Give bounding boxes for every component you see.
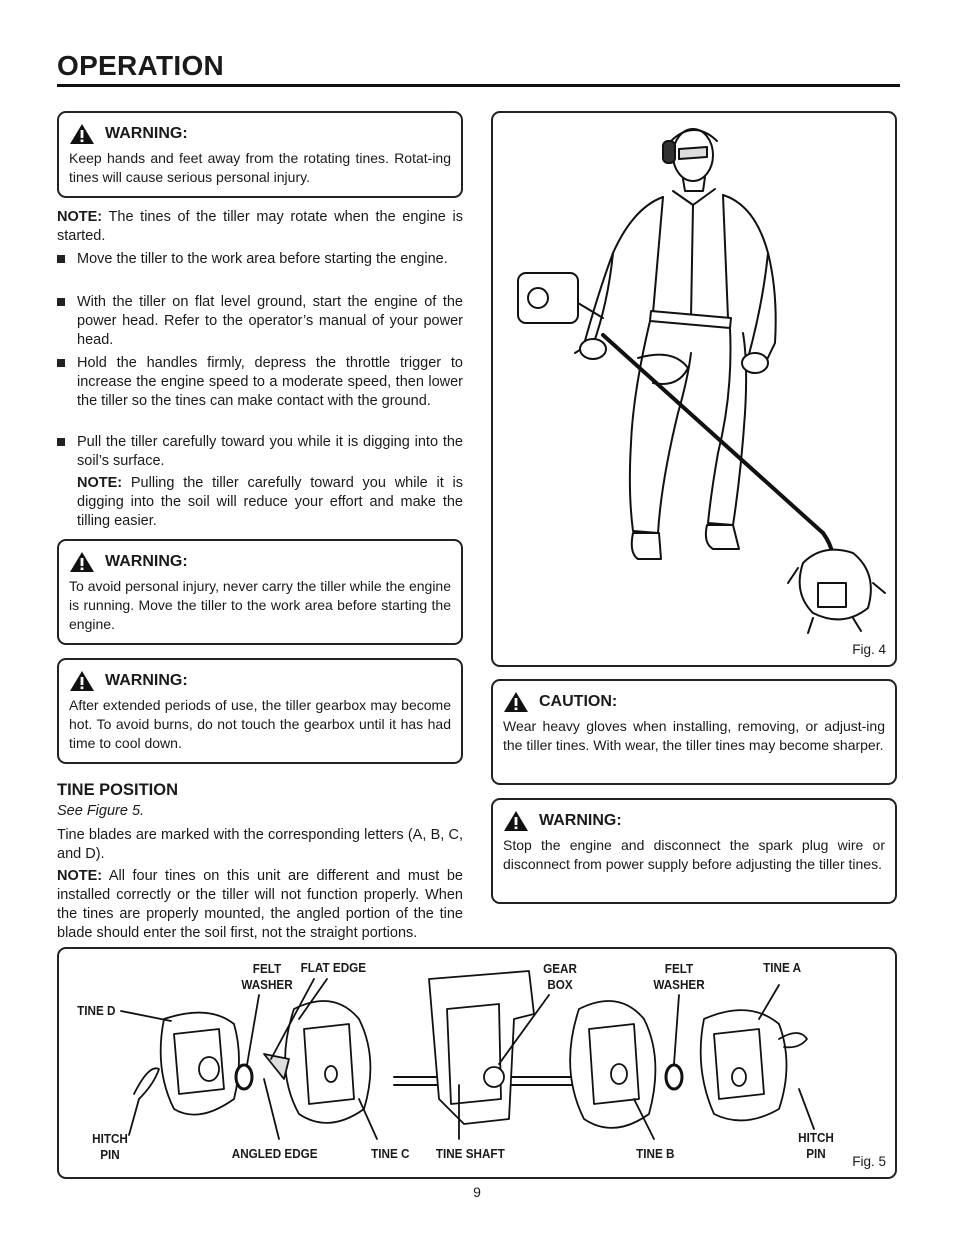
label-gear-box: GEAR BOX bbox=[543, 961, 577, 992]
warning-body: Keep hands and feet away from the rotating tines. Rotat-ing tines will cause serious personal injury. bbox=[69, 150, 451, 185]
warning-triangle-icon bbox=[503, 810, 529, 832]
warning-body: To avoid personal injury, never carry the tiller while the engine is running. Move the tiller to the work area before starting the engine. bbox=[69, 578, 451, 632]
note-paragraph: NOTE: All four tines on this unit are different and must be installed correctly or the tiller will not function properly. When the tines are properly mounted, the angled portion of the tine blade should enter the soil first, not the straight portions. bbox=[57, 868, 463, 941]
figure-4-frame bbox=[491, 111, 897, 667]
label-felt-washer: FELT WASHER bbox=[241, 961, 293, 992]
label-tine-a: TINE A bbox=[763, 960, 802, 975]
page-number: 9 bbox=[473, 1184, 481, 1200]
warning-heading: WARNING: bbox=[105, 553, 188, 570]
label-angled-edge: ANGLED EDGE bbox=[231, 1146, 318, 1161]
figure-caption: Fig. 5 bbox=[852, 1154, 886, 1169]
warning-triangle-icon bbox=[69, 123, 95, 145]
list-item: Pull the tiller carefully toward you while it is digging into the soil’s surface. bbox=[57, 433, 463, 471]
warning-heading: WARNING: bbox=[105, 125, 188, 142]
list-item: With the tiller on flat level ground, start the engine of the power head. Refer to the operator’s manual of your power head. bbox=[57, 293, 463, 350]
warning-heading: WARNING: bbox=[539, 812, 622, 829]
title-rule bbox=[57, 84, 900, 87]
warning-box-spark-plug bbox=[491, 798, 897, 904]
warning-body: After extended periods of use, the tiller gearbox may become hot. To avoid burns, do not touch the gearbox until it has had time to cool down. bbox=[69, 697, 451, 751]
operator-with-tiller-illustration bbox=[493, 113, 894, 664]
figure-caption: Fig. 4 bbox=[852, 642, 886, 657]
tine-assembly-illustration bbox=[59, 949, 894, 1176]
bullet-square-icon bbox=[57, 438, 65, 446]
label-felt-washer: FELT WASHER bbox=[653, 961, 705, 992]
label-hitch-pin: HITCH PIN bbox=[92, 1131, 128, 1162]
label-tine-d: TINE D bbox=[77, 1003, 116, 1018]
page-title: OPERATION bbox=[57, 50, 225, 81]
warning-box-gearbox-hot bbox=[57, 658, 463, 764]
bullet-square-icon bbox=[57, 359, 65, 367]
list-item: Move the tiller to the work area before starting the engine. bbox=[57, 250, 463, 269]
note-label: NOTE: bbox=[57, 209, 103, 225]
figure-5-frame bbox=[57, 947, 897, 1179]
note-paragraph: NOTE: Pulling the tiller carefully toward you while it is digging into the soil will reduce your effort and make the tilling easier. bbox=[77, 475, 464, 529]
bullet-square-icon bbox=[57, 298, 65, 306]
warning-heading: WARNING: bbox=[105, 672, 188, 689]
tine-paragraph: Tine blades are marked with the corresponding letters (A, B, C, and D). bbox=[57, 827, 463, 862]
caution-box-gloves bbox=[491, 679, 897, 785]
warning-box-carry bbox=[57, 539, 463, 645]
list-item: Hold the handles firmly, depress the throttle trigger to increase the engine speed to a moderate speed, then lower the tiller so the tines can make contact with the ground. bbox=[57, 354, 463, 411]
section-heading: TINE POSITION bbox=[57, 781, 179, 799]
label-hitch-pin: HITCH PIN bbox=[798, 1130, 834, 1161]
caution-body: Wear heavy gloves when installing, removing, or adjust-ing the tiller tines. With wear, the tiller tines may become sharper. bbox=[503, 718, 885, 753]
see-figure-reference: See Figure 5. bbox=[57, 803, 145, 819]
bullet-square-icon bbox=[57, 255, 65, 263]
warning-box-rotating-tines bbox=[57, 111, 463, 198]
warning-triangle-icon bbox=[69, 551, 95, 573]
caution-heading: CAUTION: bbox=[539, 693, 618, 710]
note-text: The tines of the tiller may rotate when the engine is started. bbox=[57, 209, 463, 244]
warning-body: Stop the engine and disconnect the spark plug wire or disconnect from power supply before adjusting the tiller tines. bbox=[503, 837, 885, 872]
warning-triangle-icon bbox=[69, 670, 95, 692]
label-tine-shaft: TINE SHAFT bbox=[435, 1146, 505, 1161]
label-tine-b: TINE B bbox=[636, 1146, 675, 1161]
label-flat-edge: FLAT EDGE bbox=[300, 960, 367, 975]
label-tine-c: TINE C bbox=[371, 1146, 410, 1161]
warning-triangle-icon bbox=[503, 691, 529, 713]
note-paragraph bbox=[57, 208, 463, 246]
